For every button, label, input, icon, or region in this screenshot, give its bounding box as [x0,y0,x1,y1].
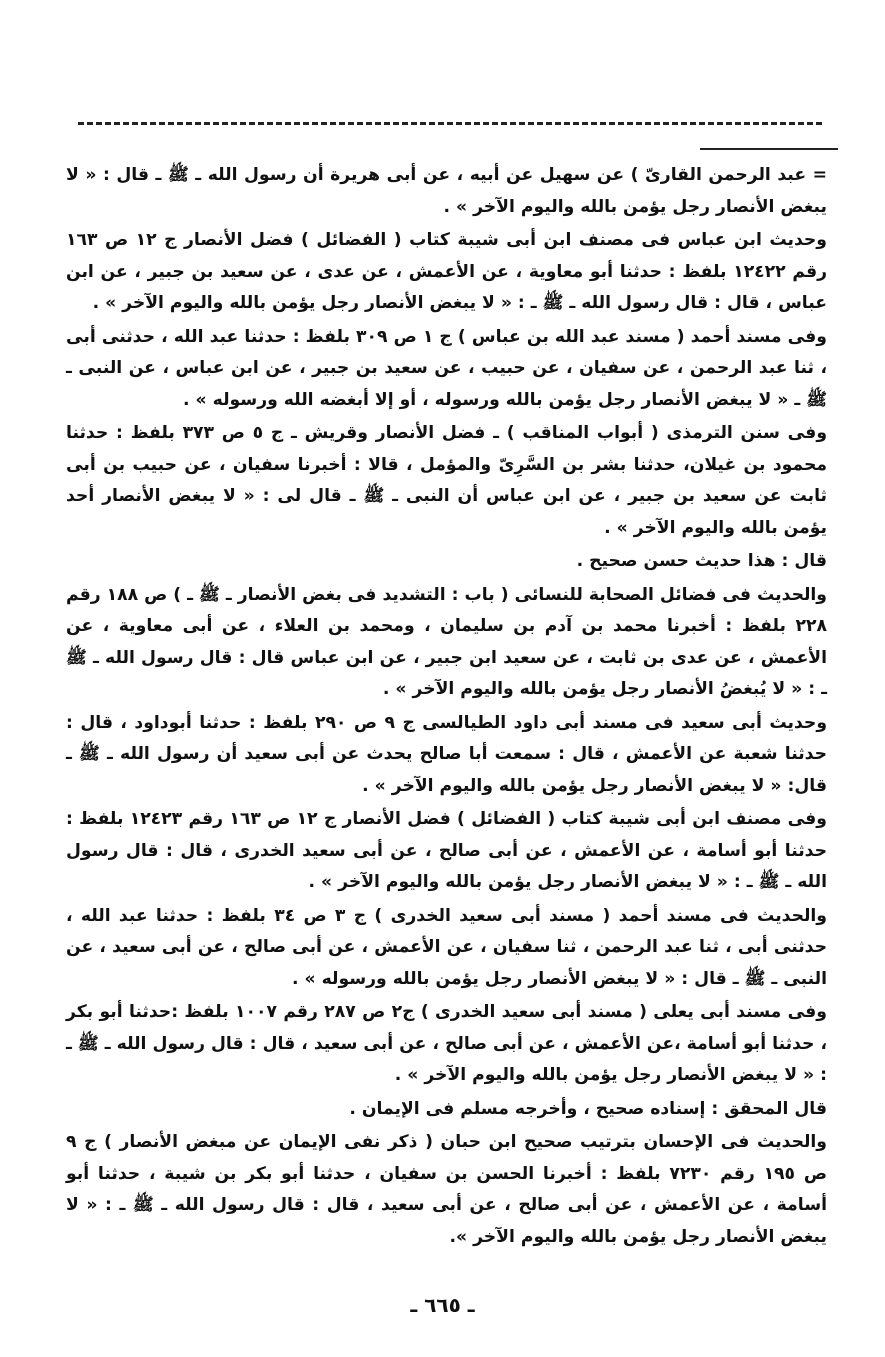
paragraph-4: وفى سنن الترمذى ( أبواب المناقب ) ـ فضل الأنصار وقريش ـ ج ٥ ص ٣٧٣ بلفظ : حدثنا محمود بن غيلان، حدثنا بشر بن السَّرِىّ والمؤمل ، قالا : أخبرنا سفيان ، عن حبيب بن أبى ثابت عن سعيد بن جبير ، عن ابن عباس أن النبى ـ ﷺ ـ قال لى : « لا يبغض الأنصار أحد يؤمن بالله واليوم الآخر » . [66,423,827,538]
paragraph-8: وفى مصنف ابن أبى شيبة كتاب ( الفضائل ) فضل الأنصار ج ١٢ ص ١٦٣ رقم ١٢٤٢٣ بلفظ : حدثنا أبو أسامة ، عن الأعمش ، عن أبى صالح ، عن أبى سعيد الخدرى ، قال : قال رسول الله ـ ﷺ ـ : « لا يبغض الأنصار رجل يؤمن بالله واليوم الآخر » . [66,809,827,892]
paragraph-2: وحديث ابن عباس فى مصنف ابن أبى شيبة كتاب ( الفضائل ) فضل الأنصار ج ١٢ ص ١٦٣ رقم ١٢٤٢٢ بلفظ : حدثنا أبو معاوية ، عن الأعمش ، عن عدى ، عن سعيد بن جبير ، عن ابن عباس ، قال : قال رسول الله ـ ﷺ ـ : « لا يبغض الأنصار رجل يؤمن بالله واليوم الآخر » . [66,230,827,313]
paragraph-3: وفى مسند أحمد ( مسند عبد الله بن عباس ) ج ١ ص ٣٠٩ بلفظ : حدثنا عبد الله ، حدثنى أبى ، ثنا عبد الرحمن ، عن سفيان ، عن حبيب ، عن سعيد بن جبير ، عن ابن عباس ، عن النبى ـ ﷺ ـ « لا يبغض الأنصار رجل يؤمن بالله ورسوله ، أو إلا أبغضه الله ورسوله » . [66,326,827,410]
footnote-separator-rule [700,148,838,150]
top-dashed-rule [78,122,822,125]
paragraph-6: والحديث فى فضائل الصحابة للنسائى ( باب : التشديد فى بغض الأنصار ـ ﷺ ـ ) ص ١٨٨ رقم ٢٢٨ بلفظ : أخبرنا محمد بن آدم بن سليمان ، ومحمد بن العلاء ، عن أبى معاوية ، عن الأعمش ، عن عدى بن ثابت ، عن سعيد ابن جبير ، عن ابن عباس قال : قال رسول الله ـ ﷺ ـ : « لا يُبغضُ الأنصار رجل يؤمن بالله واليوم الآخر » . [66,584,827,699]
paragraph-1: = عبد الرحمن القارىّ ) عن سهيل عن أبيه ، عن أبى هريرة أن رسول الله ـ ﷺ ـ قال : « لا يبغض الأنصار رجل يؤمن بالله واليوم الآخر » . [66,165,827,217]
footnote-body [66,160,827,1255]
paragraph-11: قال المحقق : إسناده صحيح ، وأخرجه مسلم فى الإيمان . [349,1098,827,1119]
paragraph-12: والحديث فى الإحسان بترتيب صحيح ابن حبان ( ذكر نفى الإيمان عن مبغض الأنصار ) ج ٩ ص ١٩٥ رقم ٧٢٣٠ بلفظ : أخبرنا الحسن بن سفيان ، حدثنا أبو بكر بن شيبة ، حدثنا أبو أسامة ، عن الأعمش ، عن أبى صالح ، عن أبى سعيد ، قال : قال رسول الله ـ ﷺ ـ : « لا يبغض الأنصار رجل يؤمن بالله واليوم الآخر ». [66,1132,827,1247]
paragraph-5: قال : هذا حديث حسن صحيح . [576,551,827,571]
paragraph-7: وحديث أبى سعيد فى مسند أبى داود الطيالسى ج ٩ ص ٢٩٠ بلفظ : حدثنا أبوداود ، قال : حدثنا شعبة عن الأعمش ، قال : سمعت أبا صالح يحدث عن أبى سعيد أن رسول الله ـ ﷺ ـ قال: « لا يبغض الأنصار رجل يؤمن بالله واليوم الآخر » . [66,712,828,796]
page-number: ـ ٦٦٥ ـ [410,1293,475,1317]
paragraph-10: وفى مسند أبى يعلى ( مسند أبى سعيد الخدرى ) ج٢ ص ٢٨٧ رقم ١٠٠٧ بلفظ :حدثنا أبو بكر ، حدثنا أبو أسامة ،عن الأعمش ، عن أبى صالح ، عن أبى سعيد ، قال : قال رسول الله ـ ﷺ ـ : « لا يبغض الأنصار رجل يؤمن بالله واليوم الآخر » . [66,1002,827,1085]
paragraph-9: والحديث فى مسند أحمد ( مسند أبى سعيد الخدرى ) ج ٣ ص ٣٤ بلفظ : حدثنا عبد الله ، حدثنى أبى ، ثنا عبد الرحمن ، ثنا سفيان ، عن الأعمش ، عن أبى صالح ، عن أبى سعيد ، عن النبى ـ ﷺ ـ قال : « لا يبغض الأنصار رجل يؤمن بالله ورسوله » . [66,905,827,989]
